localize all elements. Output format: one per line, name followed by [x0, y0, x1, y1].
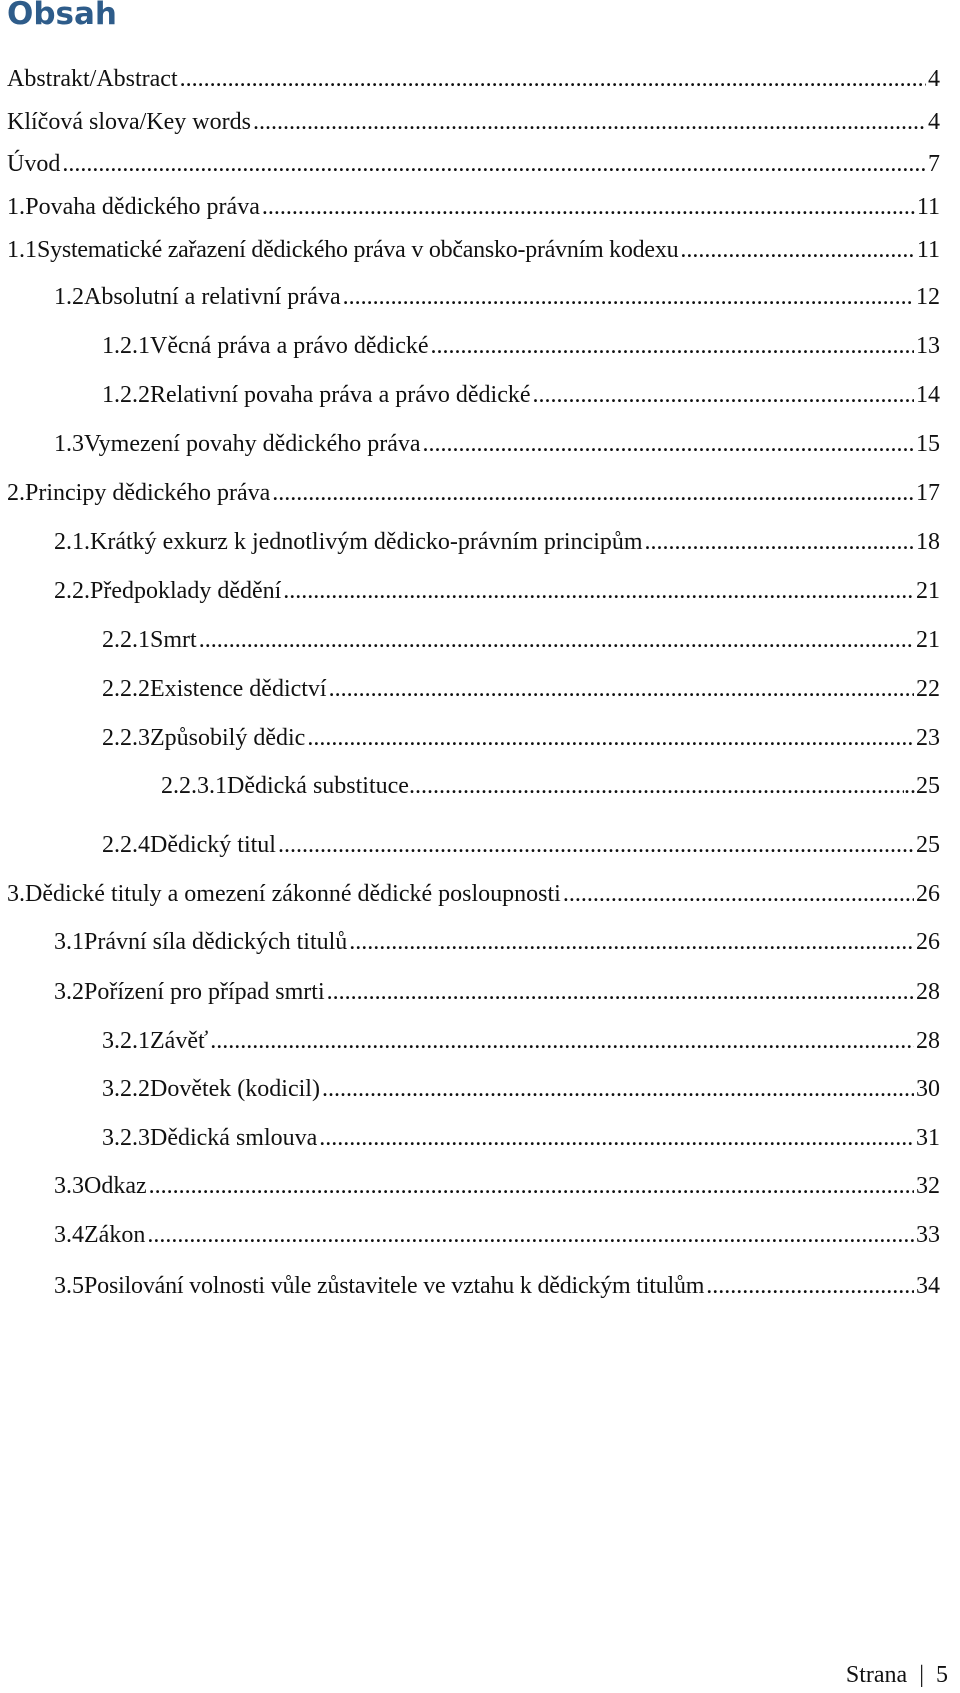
- toc-entry-number: 3.: [7, 881, 25, 907]
- toc-entry-page: 31: [916, 1125, 940, 1151]
- dot-leader: [147, 1220, 914, 1250]
- dot-leader: [322, 1074, 914, 1104]
- toc-entry-number: 2.2.3.1: [161, 773, 227, 799]
- toc-entry-page: 17: [916, 480, 940, 506]
- toc-entry-page: 34: [916, 1273, 940, 1299]
- toc-entry-number: 1.2.2: [102, 382, 150, 408]
- toc-entry-page: 12: [916, 284, 940, 310]
- dot-leader: [262, 192, 915, 222]
- toc-entry-number: 1.3: [54, 431, 84, 457]
- toc-entry-title: Krátký exkurz k jednotlivým dědicko-právním principům: [90, 529, 643, 555]
- toc-entry-page: 26: [916, 881, 940, 907]
- toc-entry-klicova-slova[interactable]: [7, 107, 940, 137]
- toc-entry-page: 14: [916, 382, 940, 408]
- dot-leader: [343, 282, 914, 312]
- dot-leader: [329, 674, 914, 704]
- footer-label: Strana: [845, 1662, 908, 1688]
- toc-entry-number: 3.2.3: [102, 1125, 150, 1151]
- toc-entry-title: Předpoklady dědění: [90, 578, 282, 604]
- toc-entry-title: Věcná práva a právo dědické: [150, 333, 429, 359]
- toc-entry-title: Úvod: [7, 151, 61, 177]
- toc-entry-number: 3.5: [54, 1273, 84, 1299]
- dot-leader: [307, 723, 914, 753]
- toc-entry-1-2[interactable]: [54, 282, 940, 312]
- toc-entry-3-4[interactable]: [54, 1220, 940, 1250]
- toc-entry-2-2-3-1[interactable]: [161, 771, 940, 801]
- toc-entry-page: 18: [916, 529, 940, 555]
- toc-entry-page: 7: [928, 151, 940, 177]
- toc-entry-title: Smrt: [150, 627, 197, 653]
- toc-entry-3-2[interactable]: [54, 977, 940, 1007]
- toc-entry-number: 3.2.2: [102, 1076, 150, 1102]
- dot-leader: [278, 830, 914, 860]
- dot-leader: [680, 235, 915, 265]
- toc-entry-title: Posilování volnosti vůle zůstavitele ve vztahu k dědickým titulům: [84, 1273, 705, 1299]
- toc-entry-number: 3.2.1: [102, 1028, 150, 1054]
- toc-entry-number: 2.2.4: [102, 832, 150, 858]
- toc-entry-2[interactable]: [7, 478, 940, 508]
- toc-entry-number: 2.2.2: [102, 676, 150, 702]
- toc-entry-number: 2.2.1: [102, 627, 150, 653]
- dot-leader: [349, 927, 914, 957]
- toc-entry-number: 2.: [7, 480, 25, 506]
- toc-entry-title: Odkaz: [84, 1173, 147, 1199]
- footer-separator: |: [919, 1662, 924, 1688]
- toc-entry-page: 11: [916, 194, 940, 220]
- toc-entry-title: Existence dědictví: [150, 676, 327, 702]
- toc-entry-title: Zákon: [84, 1222, 146, 1248]
- toc-entry-title: Relativní povaha práva a právo dědické: [150, 382, 531, 408]
- toc-entry-uvod[interactable]: [7, 149, 940, 179]
- toc-entry-page: 33: [916, 1222, 940, 1248]
- toc-entry-3-5[interactable]: [54, 1271, 940, 1301]
- toc-entry-page: 25: [916, 832, 940, 858]
- toc-entry-number: 3.4: [54, 1222, 84, 1248]
- toc-entry-page: 26: [916, 929, 940, 955]
- toc-entry-number: 1.2.1: [102, 333, 150, 359]
- toc-entry-2-2-1[interactable]: [102, 625, 940, 655]
- toc-entry-page: 13: [916, 333, 940, 359]
- toc-entry-1-3[interactable]: [54, 429, 940, 459]
- toc-entry-page: 4: [928, 109, 940, 135]
- toc-entry-page: 23: [916, 725, 940, 751]
- toc-entry-title: Principy dědického práva: [25, 480, 271, 506]
- toc-entry-title: Vymezení povahy dědického práva: [84, 431, 421, 457]
- dot-leader: [210, 1026, 914, 1056]
- toc-entry-1-1[interactable]: [7, 235, 940, 265]
- toc-entry-3-2-2[interactable]: [102, 1074, 940, 1104]
- dot-leader: [319, 1123, 914, 1153]
- toc-entry-3-3[interactable]: [54, 1171, 940, 1201]
- toc-entry-page: 21: [916, 578, 940, 604]
- toc-entry-page: 28: [916, 1028, 940, 1054]
- toc-entry-title: Dědické tituly a omezení zákonné dědické posloupnosti: [25, 881, 561, 907]
- toc-entry-page: 32: [916, 1173, 940, 1199]
- toc-entry-title: Systematické zařazení dědického práva v občansko-právním kodexu: [37, 237, 679, 263]
- toc-entry-title: Pořízení pro případ smrti: [84, 979, 325, 1005]
- toc-entry-page: 15: [916, 431, 940, 457]
- toc-entry-page: 22: [916, 676, 940, 702]
- dot-leader: [283, 576, 914, 606]
- toc-entry-number: 1.2: [54, 284, 84, 310]
- dot-leader: [431, 331, 914, 361]
- toc-entry-3-1[interactable]: [54, 927, 940, 957]
- toc-entry-title: Povaha dědického práva: [25, 194, 260, 220]
- toc-entry-3-2-3[interactable]: [102, 1123, 940, 1153]
- toc-entry-number: 3.1: [54, 929, 84, 955]
- page-title: Obsah: [7, 0, 117, 32]
- toc-entry-title: Abstrakt/Abstract: [7, 66, 178, 92]
- toc-entry-number: 3.3: [54, 1173, 84, 1199]
- dot-leader: [199, 625, 914, 655]
- dot-leader: [423, 429, 914, 459]
- toc-entry-2-2-3[interactable]: [102, 723, 940, 753]
- toc-entry-title: Dědická substituce: [227, 773, 409, 799]
- toc-entry-page: 11: [916, 237, 940, 263]
- toc-entry-2-2[interactable]: [54, 576, 940, 606]
- toc-entry-number: 2.2.: [54, 578, 90, 604]
- page-footer: [846, 1660, 948, 1690]
- toc-entry-number: 1.: [7, 194, 25, 220]
- dot-leader: [645, 527, 914, 557]
- dot-leader: [409, 771, 904, 801]
- dot-leader: [253, 107, 926, 137]
- toc-entry-page: 21: [916, 627, 940, 653]
- toc-entry-1[interactable]: [7, 192, 940, 222]
- toc-entry-title: Dovětek (kodicil): [150, 1076, 320, 1102]
- dot-leader: [533, 380, 914, 410]
- toc-entry-number: 2.1.: [54, 529, 90, 555]
- toc-entry-page: ..25: [904, 773, 940, 799]
- toc-entry-title: Absolutní a relativní práva: [84, 284, 341, 310]
- toc-entry-number: 2.2.3: [102, 725, 150, 751]
- toc-entry-abstrakt[interactable]: [7, 64, 940, 94]
- toc-entry-page: 28: [916, 979, 940, 1005]
- dot-leader: [149, 1171, 914, 1201]
- dot-leader: [706, 1271, 914, 1301]
- toc-entry-1-2-2[interactable]: [102, 380, 940, 410]
- dot-leader: [180, 64, 926, 94]
- toc-entry-2-2-4[interactable]: [102, 830, 940, 860]
- toc-entry-title: Závěť: [150, 1028, 209, 1054]
- toc-entry-number: 1.1: [7, 237, 37, 263]
- toc-entry-title: Klíčová slova/Key words: [7, 109, 251, 135]
- dot-leader: [272, 478, 914, 508]
- toc-entry-title: Právní síla dědických titulů: [84, 929, 348, 955]
- dot-leader: [327, 977, 914, 1007]
- toc-entry-title: Dědická smlouva: [150, 1125, 318, 1151]
- footer-page-number: 5: [936, 1662, 948, 1688]
- toc-entry-title: Dědický titul: [150, 832, 276, 858]
- toc-entry-2-2-2[interactable]: [102, 674, 940, 704]
- toc-entry-title: Způsobilý dědic: [150, 725, 306, 751]
- dot-leader: [62, 149, 926, 179]
- toc-entry-number: 3.2: [54, 979, 84, 1005]
- toc-entry-3-2-1[interactable]: [102, 1026, 940, 1056]
- toc-entry-page: 4: [928, 66, 940, 92]
- toc-entry-page: 30: [916, 1076, 940, 1102]
- toc-entry-2-1[interactable]: [54, 527, 940, 557]
- toc-entry-1-2-1[interactable]: [102, 331, 940, 361]
- dot-leader: [563, 879, 914, 909]
- toc-entry-3[interactable]: [7, 879, 940, 909]
